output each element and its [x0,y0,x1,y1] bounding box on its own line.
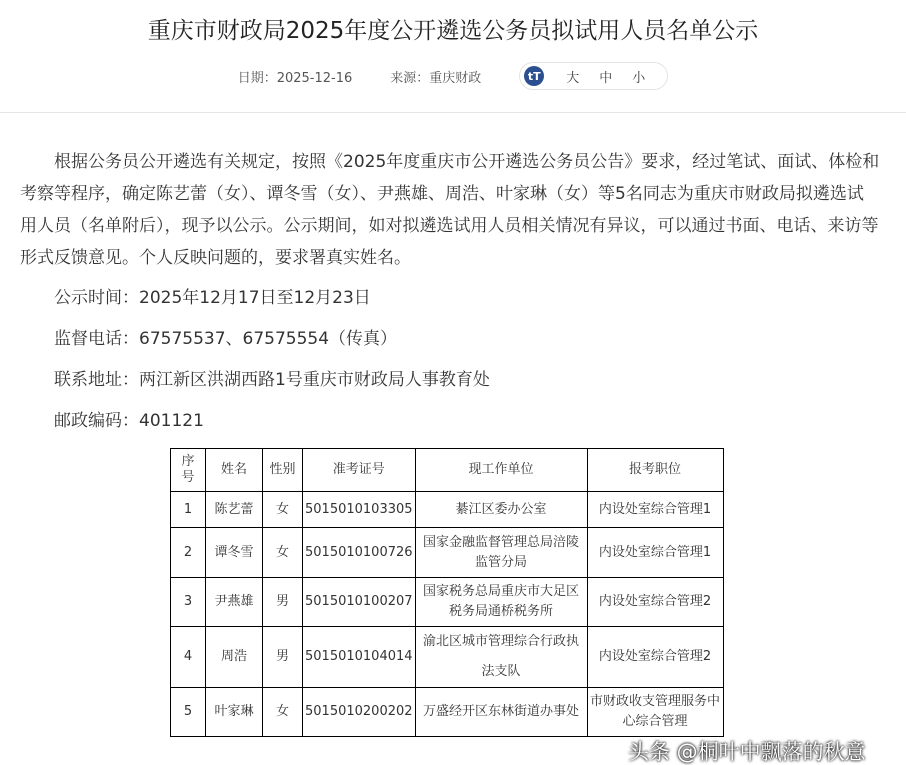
cell: 渝北区城市管理综合行政执法支队 [415,627,587,688]
header-cell: 报考职位 [587,449,723,492]
font-large-button[interactable]: 大 [566,70,580,86]
cell: 男 [263,578,303,627]
announcement-paragraph: 根据公务员公开遴选有关规定，按照《2025年度重庆市公开遴选公务员公告》要求，经过笔试、面试、体检和考察等程序，确定陈艺蕾（女）、谭冬雪（女）、尹燕雄、周浩、叶家琳（女）等5名同志为重庆市财政局拟遴选试用人员（名单附后），现予以公示。公示期间，如对拟遴选试用人员相关情况有异议，可以通过书面、电话、来访等形式反馈意见。个人反映问题的，要求署真实姓名。 [20,152,880,268]
cell: 男 [263,627,303,688]
cell: 4 [171,627,206,688]
cell: 国家税务总局重庆市大足区税务局通桥税务所 [415,578,587,627]
table-row [171,688,724,737]
font-medium-button[interactable]: 中 [599,70,613,86]
header-cell: 准考证号 [303,449,416,492]
font-size-switcher [519,62,668,90]
info-address: 联系地址：两江新区洪湖西路1号重庆市财政局人事教育处 [54,370,490,390]
font-small-button[interactable]: 小 [632,70,646,86]
cell: 1 [171,492,206,528]
cell: 尹燕雄 [206,578,263,627]
header-cell: 性别 [263,449,303,492]
cell: 陈艺蕾 [206,492,263,528]
article-body [0,146,906,765]
page-title: 重庆市财政局2025年度公开遴选公务员拟试用人员名单公示 [147,18,759,44]
cell: 周浩 [206,627,263,688]
table-row [171,627,724,688]
divider [0,112,906,113]
cell: 5015010104014 [303,627,416,688]
cell: 叶家琳 [206,688,263,737]
meta-bar [0,62,906,90]
cell: 5015010200202 [303,688,416,737]
cell: 内设处室综合管理1 [587,528,723,578]
cell: 国家金融监督管理总局涪陵监管分局 [415,528,587,578]
cell: 女 [263,528,303,578]
info-phone: 监督电话：67575537、67575554（传真） [54,329,398,349]
cell: 内设处室综合管理2 [587,627,723,688]
cell: 綦江区委办公室 [415,492,587,528]
table-row [171,528,724,578]
candidate-table [170,448,724,737]
cell: 5 [171,688,206,737]
cell: 内设处室综合管理2 [587,578,723,627]
info-period: 公示时间：2025年12月17日至12月23日 [54,288,371,308]
cell: 5015010100207 [303,578,416,627]
table-row [171,492,724,528]
cell: 谭冬雪 [206,528,263,578]
publish-date: 日期：2025-12-16 [237,70,353,86]
cell: 内设处室综合管理1 [587,492,723,528]
table-header [171,449,724,492]
header-cell: 序号 [171,449,206,492]
source: 来源：重庆财政 [390,70,482,86]
header-cell: 现工作单位 [415,449,587,492]
cell: 女 [263,688,303,737]
header-cell: 姓名 [206,449,263,492]
cell: 3 [171,578,206,627]
table-row [171,578,724,627]
cell: 万盛经开区东林街道办事处 [415,688,587,737]
cell: 女 [263,492,303,528]
cell: 市财政收支管理服务中心综合管理 [587,688,723,737]
cell: 5015010103305 [303,492,416,528]
watermark: 头条 @桐叶中飘落的秋意 [628,740,866,764]
cell: 5015010100726 [303,528,416,578]
cell: 2 [171,528,206,578]
font-size-icon: tT [524,66,544,86]
info-postcode: 邮政编码：401121 [54,411,204,431]
